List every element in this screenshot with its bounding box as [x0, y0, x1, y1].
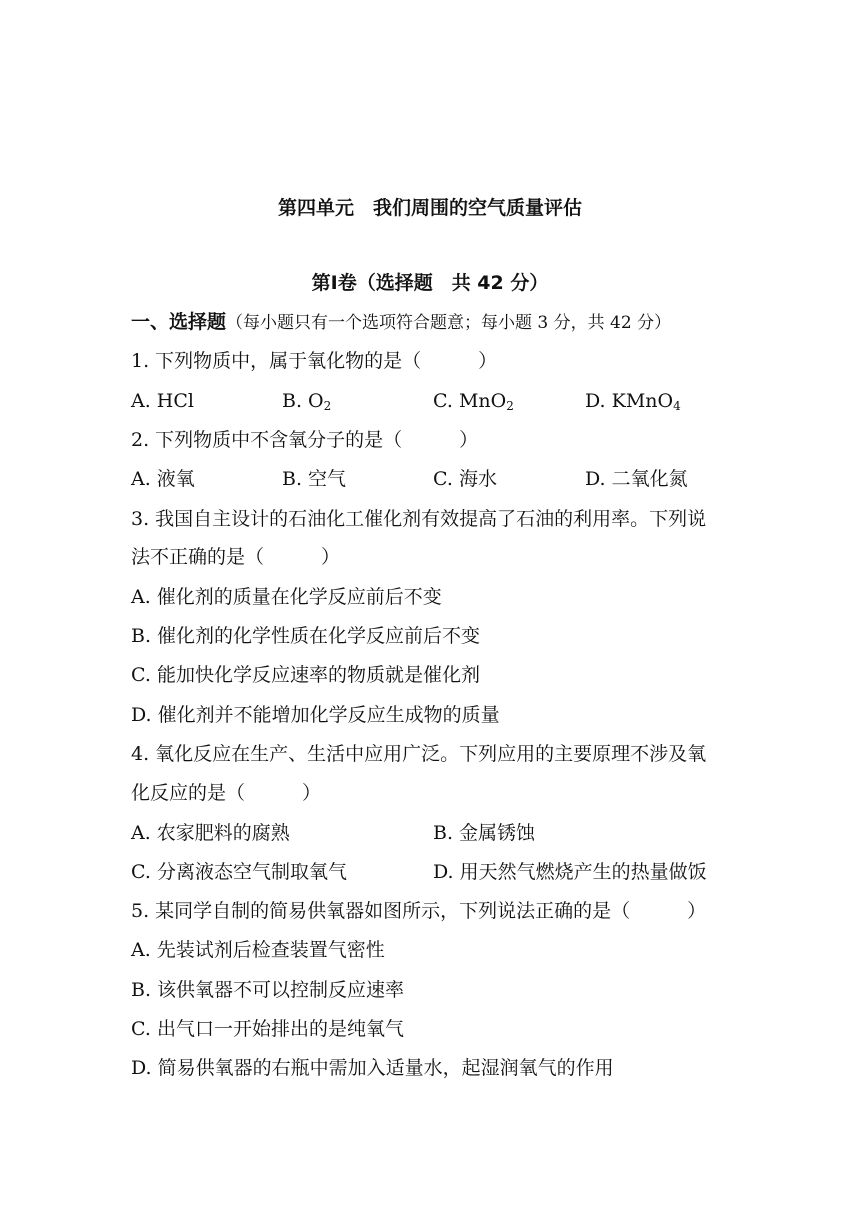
q3-option-b: B. 催化剂的化学性质在化学反应前后不变 — [131, 625, 481, 647]
section-heading: 一、选择题 — [131, 311, 227, 333]
q1-option-c: C. MnO$_2$ — [433, 390, 514, 413]
q2-option-c: C. 海水 — [433, 468, 497, 490]
q3-option-d: D. 催化剂并不能增加化学反应生成物的质量 — [131, 704, 500, 726]
q5-option-a: A. 先装试剂后检查装置气密性 — [131, 939, 385, 961]
q4-option-d: D. 用天然气燃烧产生的热量做饭 — [433, 861, 707, 883]
q4-option-c: C. 分离液态空气制取氧气 — [131, 861, 347, 883]
q4-option-b: B. 金属锈蚀 — [433, 822, 536, 844]
q1-option-d: D. KMnO$_4$ — [585, 390, 681, 413]
q2-stem: 2. 下列物质中不含氧分子的是（ ） — [131, 429, 479, 451]
q3-option-a: A. 催化剂的质量在化学反应前后不变 — [131, 586, 442, 608]
q2-option-b: B. 空气 — [282, 468, 347, 490]
q3-stem-line1: 3. 我国自主设计的石油化工催化剂有效提高了石油的利用率。下列说 — [131, 508, 707, 530]
q5-stem: 5. 某同学自制的简易供氧器如图所示，下列说法正确的是（ ） — [131, 900, 707, 922]
q5-option-c: C. 出气口一开始排出的是纯氧气 — [131, 1018, 404, 1040]
q3-option-c: C. 能加快化学反应速率的物质就是催化剂 — [131, 664, 480, 686]
q5-option-b: B. 该供氧器不可以控制反应速率 — [131, 979, 405, 1001]
section-note: （每小题只有一个选项符合题意；每小题 3 分，共 42 分） — [226, 313, 672, 333]
q5-option-d: D. 简易供氧器的右瓶中需加入适量水，起湿润氧气的作用 — [131, 1057, 614, 1079]
q3-stem-line2: 法不正确的是（ ） — [131, 546, 341, 568]
q2-option-a: A. 液氧 — [131, 468, 195, 490]
q1-option-b: B. $O_2$ — [282, 390, 332, 413]
unit-title: 第四单元 我们周围的空气质量评估 — [277, 197, 582, 219]
q4-option-a: A. 农家肥料的腐熟 — [131, 822, 290, 844]
q1-option-a: A. HCl — [131, 390, 194, 412]
q4-stem-line2: 化反应的是（ ） — [131, 782, 322, 804]
q2-option-d: D. 二氧化氮 — [585, 468, 688, 490]
volume-title: 第Ⅰ卷（选择题 共 42 分） — [311, 272, 549, 294]
q4-stem-line1: 4. 氧化反应在生产、生活中应用广泛。下列应用的主要原理不涉及氧 — [131, 743, 707, 765]
section-heading-line — [131, 310, 671, 335]
q1-stem: 1. 下列物质中，属于氧化物的是（ ） — [131, 350, 498, 372]
